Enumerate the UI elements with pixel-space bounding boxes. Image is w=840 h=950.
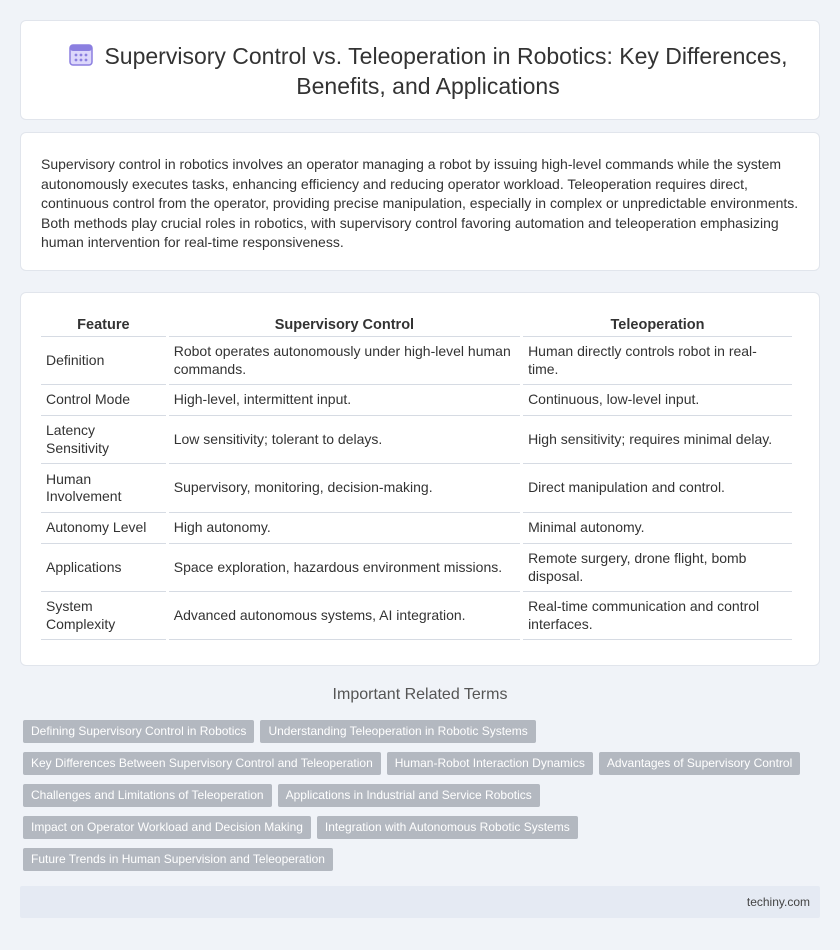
table-row xyxy=(41,464,792,513)
footer-site-link[interactable]: techiny.com xyxy=(746,895,810,909)
column-header-supervisory: Supervisory Control xyxy=(169,315,520,337)
feature-cell: Control Mode xyxy=(41,385,166,416)
table-row xyxy=(41,544,792,592)
intro-paragraph: Supervisory control in robotics involves an operator managing a robot by issuing high-level commands while the system autonomously executes tasks, enhancing efficiency and reducing operator workload. Teleoperation requires direct, continuous control from the operator, providing precise manipulation, especially in complex or unpredictable environments. Both methods play crucial roles in robotics, with supervisory control favoring automation and teleoperation emphasizing human intervention for real-time responsiveness. xyxy=(41,156,799,250)
page-title xyxy=(47,41,809,101)
teleoperation-cell: Human directly controls robot in real-time. xyxy=(523,337,792,385)
table-row xyxy=(41,592,792,640)
comparison-table xyxy=(38,315,795,640)
related-term-tag[interactable]: Challenges and Limitations of Teleoperation xyxy=(23,784,272,807)
table-row xyxy=(41,416,792,464)
related-terms-list xyxy=(23,720,823,880)
supervisory-cell: Space exploration, hazardous environment missions. xyxy=(169,544,520,592)
footer-bar xyxy=(20,886,820,918)
supervisory-cell: High-level, intermittent input. xyxy=(169,385,520,416)
feature-cell: Latency Sensitivity xyxy=(41,416,166,464)
related-term-tag[interactable]: Integration with Autonomous Robotic Systems xyxy=(317,816,578,839)
supervisory-cell: Supervisory, monitoring, decision-making. xyxy=(169,464,520,513)
supervisory-cell: High autonomy. xyxy=(169,513,520,544)
related-term-tag[interactable]: Impact on Operator Workload and Decision Making xyxy=(23,816,311,839)
related-terms-heading: Important Related Terms xyxy=(332,686,508,703)
teleoperation-cell: Direct manipulation and control. xyxy=(523,464,792,513)
related-term-tag[interactable]: Future Trends in Human Supervision and Teleoperation xyxy=(23,848,333,871)
table-row xyxy=(41,385,792,416)
related-term-tag[interactable]: Human-Robot Interaction Dynamics xyxy=(387,752,593,775)
comparison-card xyxy=(20,292,820,666)
teleoperation-cell: Continuous, low-level input. xyxy=(523,385,792,416)
teleoperation-cell: Remote surgery, drone flight, bomb disposal. xyxy=(523,544,792,592)
feature-cell: System Complexity xyxy=(41,592,166,640)
related-term-tag[interactable]: Key Differences Between Supervisory Control and Teleoperation xyxy=(23,752,381,775)
table-row xyxy=(41,337,792,385)
intro-card xyxy=(20,132,820,271)
related-term-tag[interactable]: Defining Supervisory Control in Robotics xyxy=(23,720,254,743)
header-card xyxy=(20,20,820,120)
table-row xyxy=(41,513,792,544)
related-term-tag[interactable]: Applications in Industrial and Service Robotics xyxy=(278,784,540,807)
page-title-text: Supervisory Control vs. Teleoperation in Robotics: Key Differences, Benefits, and Applications xyxy=(104,43,788,99)
supervisory-cell: Advanced autonomous systems, AI integration. xyxy=(169,592,520,640)
table-header-row xyxy=(41,315,792,337)
teleoperation-cell: Real-time communication and control interfaces. xyxy=(523,592,792,640)
supervisory-cell: Robot operates autonomously under high-level human commands. xyxy=(169,337,520,385)
feature-cell: Autonomy Level xyxy=(41,513,166,544)
column-header-feature: Feature xyxy=(41,315,166,337)
related-term-tag[interactable]: Advantages of Supervisory Control xyxy=(599,752,800,775)
feature-cell: Definition xyxy=(41,337,166,385)
column-header-teleoperation: Teleoperation xyxy=(523,315,792,337)
calendar-icon xyxy=(68,41,94,67)
related-term-tag[interactable]: Understanding Teleoperation in Robotic Systems xyxy=(260,720,535,743)
teleoperation-cell: High sensitivity; requires minimal delay. xyxy=(523,416,792,464)
feature-cell: Human Involvement xyxy=(41,464,166,513)
feature-cell: Applications xyxy=(41,544,166,592)
teleoperation-cell: Minimal autonomy. xyxy=(523,513,792,544)
supervisory-cell: Low sensitivity; tolerant to delays. xyxy=(169,416,520,464)
